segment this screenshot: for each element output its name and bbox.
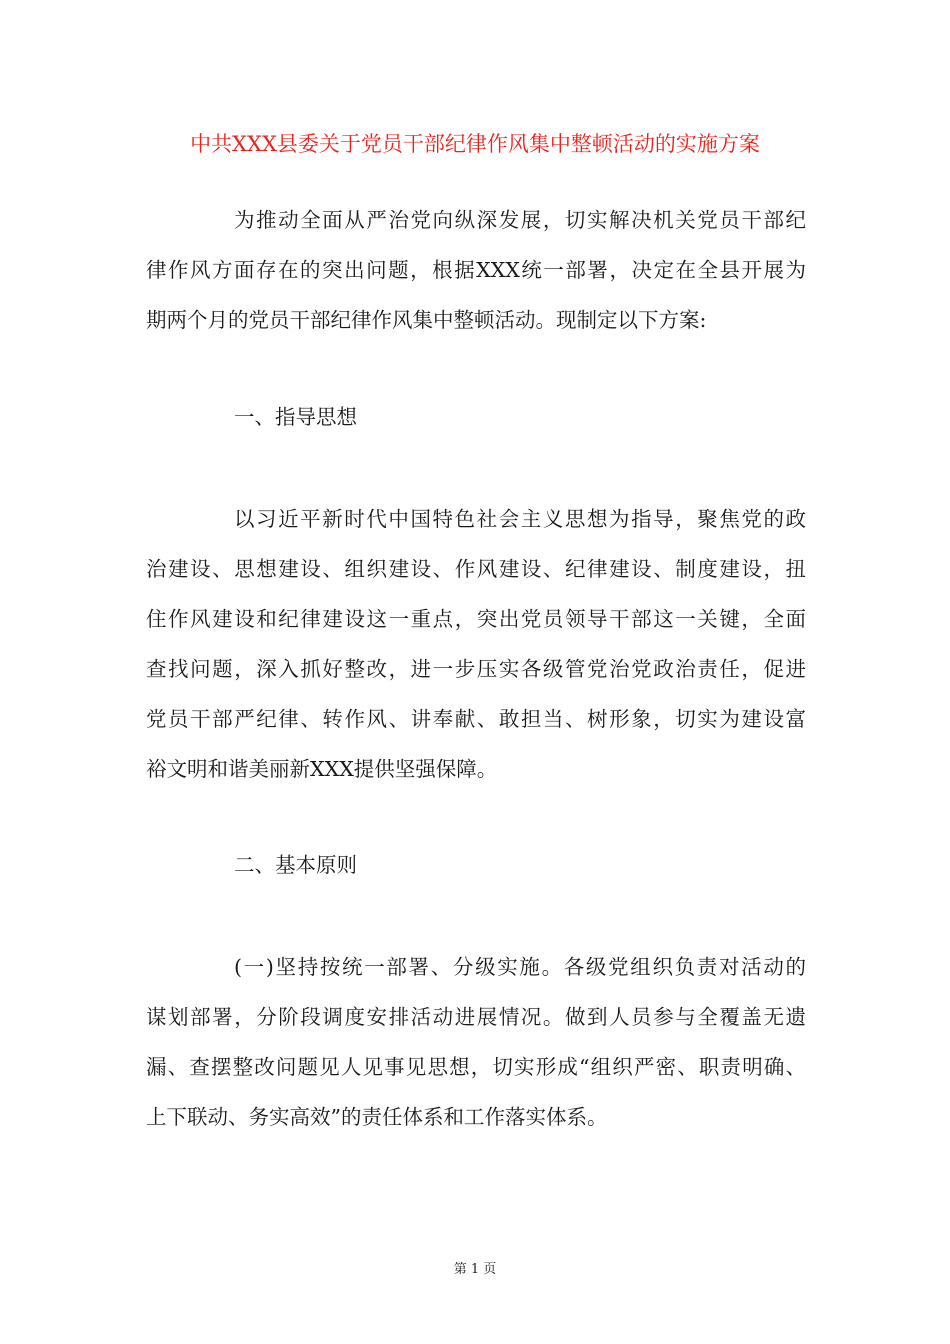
- paragraph-line: 党员干部严纪律、转作风、讲奉献、敢担当、树形象，切实为建设富: [146, 707, 806, 731]
- section-heading-guiding-ideology: 一、指导思想: [234, 405, 357, 429]
- paragraph-line: 住作风建设和纪律建设这一重点，突出党员领导干部这一关键，全面: [146, 607, 806, 631]
- paragraph-line: (一)坚持按统一部署、分级实施。各级党组织负责对活动的: [234, 955, 806, 979]
- paragraph-line: 以习近平新时代中国特色社会主义思想为指导，聚焦党的政: [234, 507, 806, 531]
- paragraph-line: 律作风方面存在的突出问题，根据XXX统一部署，决定在全县开展为: [146, 258, 806, 282]
- paragraph-line: 裕文明和谐美丽新XXX提供坚强保障。: [146, 757, 498, 781]
- paragraph-line: 查找问题，深入抓好整改，进一步压实各级管党治党政治责任，促进: [146, 657, 806, 681]
- paragraph-line: 漏、查摆整改问题见人见事见思想，切实形成“组织严密、职责明确、: [146, 1055, 806, 1079]
- basic-principles-paragraph: [146, 942, 806, 1142]
- section-heading-basic-principles: 二、基本原则: [234, 853, 357, 877]
- page-number: 第 1 页: [453, 1262, 497, 1277]
- paragraph-line: 上下联动、务实高效”的责任体系和工作落实体系。: [146, 1105, 608, 1129]
- guiding-ideology-paragraph: [146, 494, 806, 794]
- paragraph-line: 治建设、思想建设、组织建设、作风建设、纪律建设、制度建设，扭: [146, 557, 806, 581]
- paragraph-line: 期两个月的党员干部纪律作风集中整顿活动。现制定以下方案:: [146, 308, 707, 332]
- paragraph-line: 为推动全面从严治党向纵深发展，切实解决机关党员干部纪: [234, 208, 806, 232]
- intro-paragraph: [146, 195, 806, 345]
- paragraph-line: 谋划部署，分阶段调度安排活动进展情况。做到人员参与全覆盖无遗: [146, 1005, 806, 1029]
- document-title: 中共XXX县委关于党员干部纪律作风集中整顿活动的实施方案: [190, 132, 760, 156]
